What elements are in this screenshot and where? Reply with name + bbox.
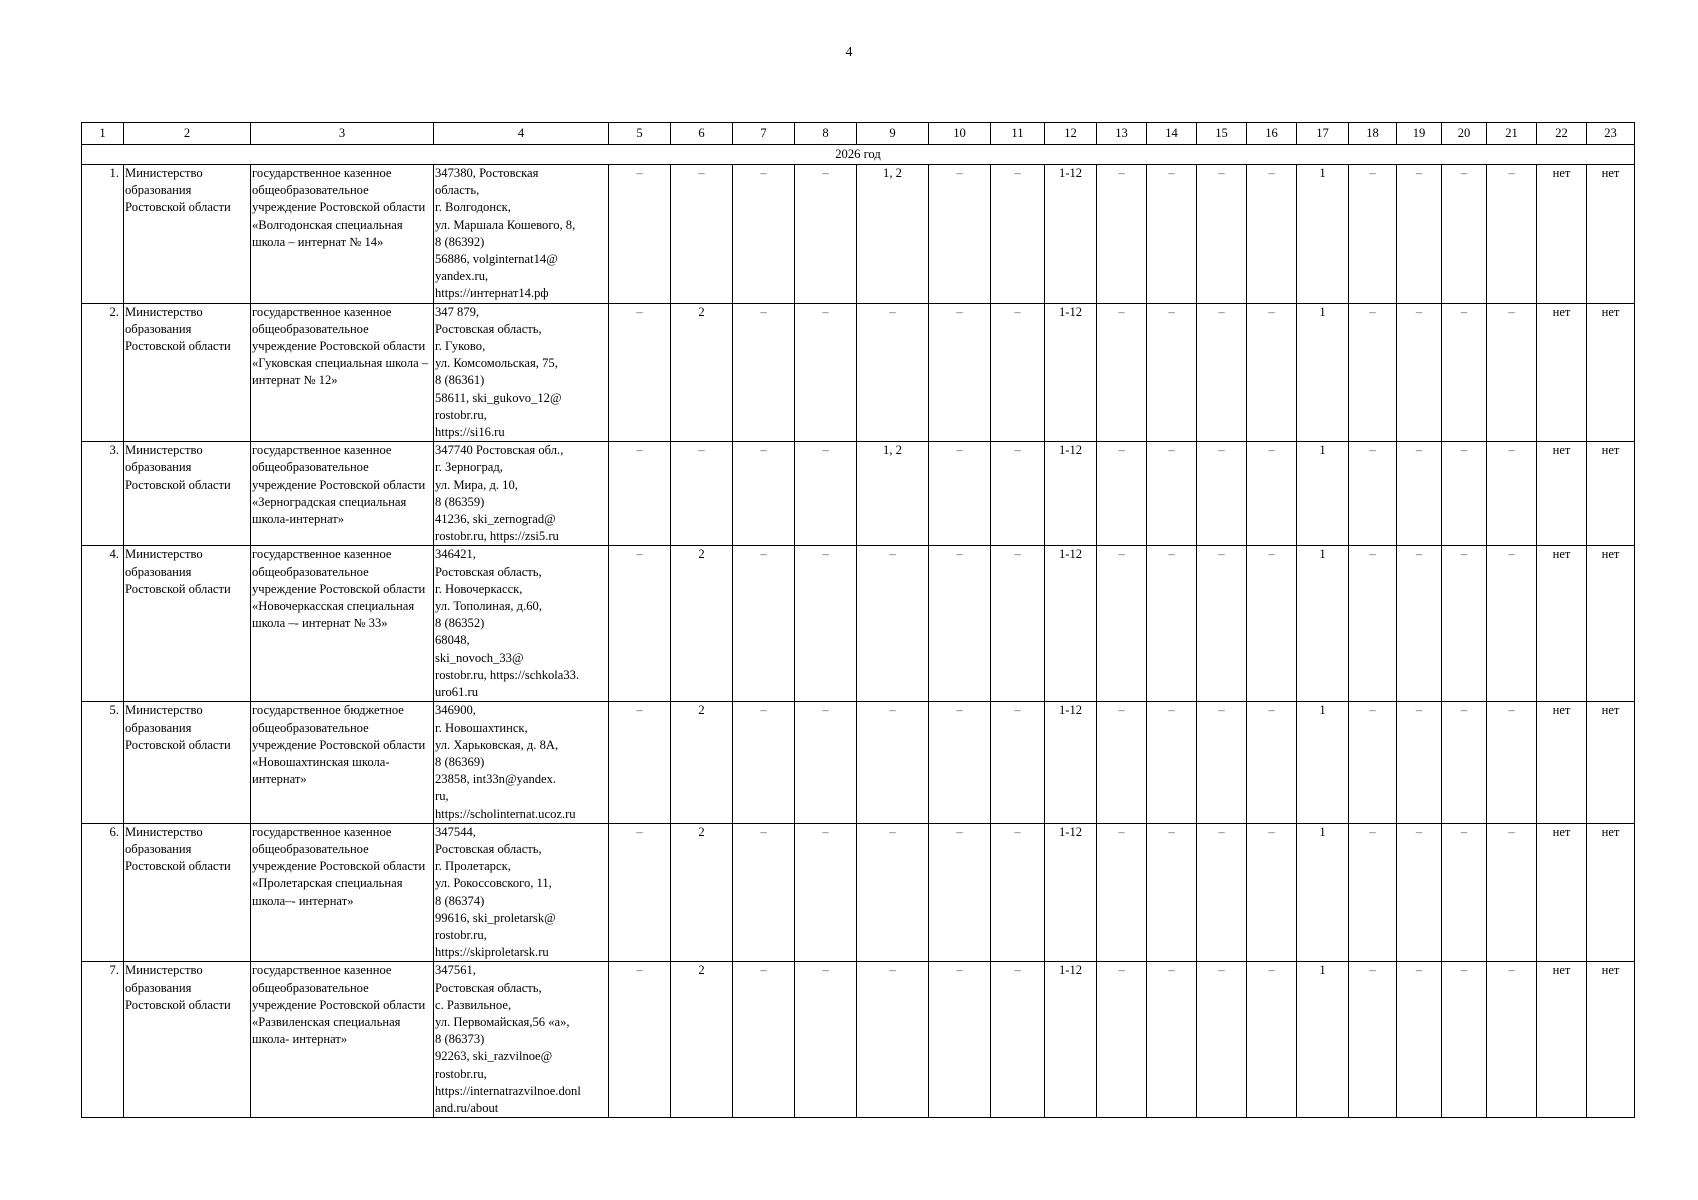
table-cell: –: [1197, 823, 1247, 962]
table-cell: –: [857, 962, 929, 1118]
table-cell: –: [609, 303, 671, 442]
table-cell: –: [1147, 823, 1197, 962]
table-cell: 1: [1297, 303, 1349, 442]
address-line: Ростовская область,: [435, 841, 542, 856]
address-line: uro61.ru: [435, 685, 479, 700]
table-cell: –: [1097, 303, 1147, 442]
table-cell: –: [1247, 702, 1297, 823]
table-cell: –: [1442, 962, 1487, 1118]
column-number-cell: 4: [434, 123, 609, 145]
address-line: ski_novoch_33@: [435, 650, 524, 665]
table-cell: –: [991, 165, 1045, 304]
table-cell: –: [1147, 702, 1197, 823]
address-line: ул. Рокоссовского, 11,: [435, 876, 552, 891]
table-cell: –: [609, 546, 671, 702]
column-number-cell: 1: [82, 123, 124, 145]
table-cell: –: [1097, 962, 1147, 1118]
table-cell: –: [733, 303, 795, 442]
table-cell: –: [671, 442, 733, 546]
institution-cell: государственное казенное общеобразовательное учреждение Ростовской области «Пролетарская специальная школа–- интернат»: [251, 823, 434, 962]
table-cell: –: [1442, 823, 1487, 962]
table-cell: –: [1349, 303, 1397, 442]
table-cell: –: [1147, 442, 1197, 546]
address-line: г. Новочеркасск,: [435, 581, 523, 596]
table-cell: –: [1247, 165, 1297, 304]
address-line: область,: [435, 183, 480, 198]
table-cell: –: [795, 303, 857, 442]
table-cell: 1: [1297, 962, 1349, 1118]
address-cell: [434, 303, 609, 442]
row-number-cell: 6.: [82, 823, 124, 962]
authority-cell: Министерство образования Ростовской области: [124, 962, 251, 1118]
table-cell: –: [1097, 702, 1147, 823]
column-number-cell: 9: [857, 123, 929, 145]
table-cell: –: [1197, 546, 1247, 702]
row-number-cell: 3.: [82, 442, 124, 546]
row-number-cell: 1.: [82, 165, 124, 304]
year-label: 2026 год: [82, 145, 1635, 165]
table-cell: –: [857, 823, 929, 962]
page-number: 4: [845, 45, 853, 60]
table-cell: 1-12: [1045, 165, 1097, 304]
table-cell: –: [733, 165, 795, 304]
table-cell: –: [1442, 702, 1487, 823]
authority-cell: Министерство образования Ростовской области: [124, 823, 251, 962]
institution-cell: государственное казенное общеобразовательное учреждение Ростовской области «Новочеркасская специальная школа –- интернат № 33»: [251, 546, 434, 702]
table-cell: –: [1487, 442, 1537, 546]
table-cell: –: [1197, 165, 1247, 304]
table-cell: –: [733, 962, 795, 1118]
column-number-cell: 22: [1537, 123, 1587, 145]
table-row: [82, 303, 1635, 442]
address-line: 346421,: [435, 547, 476, 562]
address-line: 347561,: [435, 963, 476, 978]
table-cell: –: [1349, 962, 1397, 1118]
table-cell: 1-12: [1045, 962, 1097, 1118]
address-line: 8 (86361): [435, 373, 485, 388]
table-cell: –: [795, 702, 857, 823]
table-cell: –: [1442, 546, 1487, 702]
table-cell: –: [733, 823, 795, 962]
institution-cell: государственное казенное общеобразовательное учреждение Ростовской области «Зерноградская специальная школа-интернат»: [251, 442, 434, 546]
table-cell: нет: [1587, 823, 1635, 962]
table-cell: нет: [1587, 303, 1635, 442]
column-number-cell: 6: [671, 123, 733, 145]
table-cell: нет: [1587, 165, 1635, 304]
address-line: ул. Комсомольская, 75,: [435, 356, 558, 371]
table-cell: –: [1197, 442, 1247, 546]
address-line: https://интернат14.рф: [435, 286, 549, 301]
table-cell: –: [857, 303, 929, 442]
table-cell: –: [1147, 303, 1197, 442]
table-cell: –: [1487, 702, 1537, 823]
table-cell: –: [1487, 165, 1537, 304]
authority-cell: Министерство образования Ростовской области: [124, 442, 251, 546]
table-cell: 1-12: [1045, 823, 1097, 962]
table-cell: –: [991, 702, 1045, 823]
authority-cell: Министерство образования Ростовской области: [124, 165, 251, 304]
address-line: 8 (86373): [435, 1032, 485, 1047]
table-cell: –: [671, 165, 733, 304]
table-cell: –: [1397, 823, 1442, 962]
table-cell: –: [795, 546, 857, 702]
table-cell: –: [991, 546, 1045, 702]
table-cell: –: [609, 962, 671, 1118]
institution-cell: государственное казенное общеобразовательное учреждение Ростовской области «Развиленская специальная школа- интернат»: [251, 962, 434, 1118]
address-cell: [434, 442, 609, 546]
column-number-cell: 15: [1197, 123, 1247, 145]
address-line: 41236, ski_zernograd@: [435, 512, 556, 527]
address-line: г. Волгодонск,: [435, 200, 511, 215]
address-line: 347 879,: [435, 304, 480, 319]
table-cell: 2: [671, 823, 733, 962]
table-cell: –: [795, 165, 857, 304]
table-cell: –: [1487, 962, 1537, 1118]
table-cell: –: [1397, 962, 1442, 1118]
table-cell: нет: [1537, 546, 1587, 702]
table-cell: –: [1147, 165, 1197, 304]
authority-cell: Министерство образования Ростовской области: [124, 546, 251, 702]
table-cell: –: [795, 442, 857, 546]
address-line: 99616, ski_proletarsk@: [435, 910, 556, 925]
table-cell: –: [1247, 962, 1297, 1118]
address-cell: [434, 165, 609, 304]
table-cell: –: [1349, 702, 1397, 823]
address-line: 68048,: [435, 633, 470, 648]
table-cell: –: [1397, 165, 1442, 304]
table-cell: –: [609, 165, 671, 304]
address-line: https://internatrazvilnoe.donl: [435, 1083, 581, 1098]
address-line: rostobr.ru,: [435, 1066, 487, 1081]
table-cell: –: [795, 962, 857, 1118]
address-line: rostobr.ru,: [435, 927, 487, 942]
table-cell: –: [857, 546, 929, 702]
table-cell: –: [1247, 442, 1297, 546]
table-cell: –: [733, 546, 795, 702]
address-line: 23858, int33n@yandex.: [435, 772, 557, 787]
address-line: 8 (86374): [435, 893, 485, 908]
table-cell: –: [733, 442, 795, 546]
address-line: с. Развильное,: [435, 997, 512, 1012]
column-number-cell: 23: [1587, 123, 1635, 145]
authority-cell: Министерство образования Ростовской области: [124, 303, 251, 442]
address-line: г. Зерноград,: [435, 460, 503, 475]
table-cell: нет: [1537, 962, 1587, 1118]
table-cell: 1-12: [1045, 546, 1097, 702]
table-cell: –: [991, 962, 1045, 1118]
address-line: https://scholinternat.ucoz.ru: [435, 806, 576, 821]
table-cell: 2: [671, 303, 733, 442]
table-cell: 1: [1297, 702, 1349, 823]
table-cell: –: [929, 165, 991, 304]
column-number-cell: 21: [1487, 123, 1537, 145]
column-number-cell: 19: [1397, 123, 1442, 145]
table-cell: –: [1097, 442, 1147, 546]
address-line: ул. Мира, д. 10,: [435, 477, 518, 492]
table-cell: 1: [1297, 546, 1349, 702]
table-cell: –: [1147, 962, 1197, 1118]
address-line: rostobr.ru, https://zsi5.ru: [435, 529, 559, 544]
table-cell: –: [929, 546, 991, 702]
table-cell: 2: [671, 546, 733, 702]
table-cell: –: [1147, 546, 1197, 702]
table-cell: –: [1247, 546, 1297, 702]
table-cell: –: [929, 962, 991, 1118]
table-cell: нет: [1587, 442, 1635, 546]
table-cell: –: [609, 823, 671, 962]
institution-cell: государственное казенное общеобразовательное учреждение Ростовской области «Гуковская специальная школа – интернат № 12»: [251, 303, 434, 442]
address-line: 58611, ski_gukovo_12@: [435, 390, 562, 405]
table-cell: 1-12: [1045, 442, 1097, 546]
table-cell: –: [1247, 823, 1297, 962]
table-cell: –: [991, 303, 1045, 442]
address-line: and.ru/about: [435, 1100, 499, 1115]
row-number-cell: 2.: [82, 303, 124, 442]
table-cell: 1, 2: [857, 442, 929, 546]
row-number-cell: 7.: [82, 962, 124, 1118]
table-cell: нет: [1587, 546, 1635, 702]
institution-cell: государственное бюджетное общеобразовательное учреждение Ростовской области «Новошахтинская школа-интернат»: [251, 702, 434, 823]
table-cell: –: [1397, 303, 1442, 442]
address-line: 8 (86359): [435, 494, 485, 509]
table-cell: –: [1442, 442, 1487, 546]
address-line: Ростовская область,: [435, 321, 542, 336]
column-number-cell: 18: [1349, 123, 1397, 145]
table-cell: нет: [1537, 303, 1587, 442]
table-cell: 1: [1297, 165, 1349, 304]
address-line: 8 (86392): [435, 234, 485, 249]
column-number-cell: 8: [795, 123, 857, 145]
table-cell: –: [929, 303, 991, 442]
table-cell: 1-12: [1045, 702, 1097, 823]
address-line: 347740 Ростовская обл.,: [435, 443, 564, 458]
table-row: [82, 962, 1635, 1118]
table-row: [82, 823, 1635, 962]
year-row: [82, 145, 1635, 165]
table-cell: 1, 2: [857, 165, 929, 304]
address-line: 347380, Ростовская: [435, 166, 539, 180]
table-cell: –: [795, 823, 857, 962]
column-number-cell: 14: [1147, 123, 1197, 145]
table-cell: –: [857, 702, 929, 823]
registry-table: [81, 122, 1635, 1118]
address-line: Ростовская область,: [435, 564, 542, 579]
table-cell: –: [929, 442, 991, 546]
table-cell: –: [1442, 303, 1487, 442]
address-line: ru,: [435, 789, 449, 804]
address-line: г. Пролетарск,: [435, 859, 511, 874]
address-line: ул. Маршала Кошевого, 8,: [435, 217, 576, 232]
table-cell: –: [929, 823, 991, 962]
column-number-cell: 17: [1297, 123, 1349, 145]
table-cell: –: [1097, 165, 1147, 304]
address-line: г. Гуково,: [435, 339, 486, 354]
address-line: 8 (86352): [435, 616, 485, 631]
table-cell: –: [1397, 702, 1442, 823]
table-cell: –: [1349, 165, 1397, 304]
table-cell: 1: [1297, 823, 1349, 962]
table-cell: –: [609, 442, 671, 546]
address-line: ул. Первомайская,56 «а»,: [435, 1014, 570, 1029]
table-cell: нет: [1537, 823, 1587, 962]
table-cell: 2: [671, 962, 733, 1118]
table-cell: нет: [1537, 165, 1587, 304]
table-cell: –: [609, 702, 671, 823]
column-number-cell: 7: [733, 123, 795, 145]
table-cell: –: [929, 702, 991, 823]
address-line: 8 (86369): [435, 754, 485, 769]
table-cell: –: [1349, 442, 1397, 546]
table-cell: –: [1487, 546, 1537, 702]
column-number-cell: 12: [1045, 123, 1097, 145]
column-number-cell: 10: [929, 123, 991, 145]
address-line: 347544,: [435, 824, 476, 839]
address-line: г. Новошахтинск,: [435, 720, 528, 735]
address-cell: [434, 962, 609, 1118]
table-cell: –: [1097, 546, 1147, 702]
table-cell: –: [1397, 442, 1442, 546]
table-cell: –: [1247, 303, 1297, 442]
table-cell: 2: [671, 702, 733, 823]
table-cell: –: [991, 442, 1045, 546]
row-number-cell: 5.: [82, 702, 124, 823]
table-cell: 1-12: [1045, 303, 1097, 442]
address-line: https://si16.ru: [435, 425, 505, 440]
table-cell: –: [1397, 546, 1442, 702]
table-cell: –: [1442, 165, 1487, 304]
authority-cell: Министерство образования Ростовской области: [124, 702, 251, 823]
address-line: 56886, volginternat14@: [435, 252, 558, 267]
table-cell: нет: [1537, 442, 1587, 546]
table-row: [82, 165, 1635, 304]
table-cell: –: [1197, 303, 1247, 442]
address-line: ул. Харьковская, д. 8А,: [435, 737, 559, 752]
row-number-cell: 4.: [82, 546, 124, 702]
table-cell: –: [1487, 303, 1537, 442]
table-cell: нет: [1587, 962, 1635, 1118]
column-number-cell: 13: [1097, 123, 1147, 145]
table-cell: нет: [1587, 702, 1635, 823]
table-row: [82, 546, 1635, 702]
table-row: [82, 442, 1635, 546]
column-number-row: [82, 123, 1635, 145]
address-cell: [434, 823, 609, 962]
address-line: rostobr.ru,: [435, 407, 487, 422]
column-number-cell: 3: [251, 123, 434, 145]
column-number-cell: 16: [1247, 123, 1297, 145]
table-cell: –: [1097, 823, 1147, 962]
column-number-cell: 5: [609, 123, 671, 145]
table-cell: –: [1197, 962, 1247, 1118]
address-line: rostobr.ru, https://schkola33.: [435, 667, 580, 682]
column-number-cell: 11: [991, 123, 1045, 145]
table-row: [82, 702, 1635, 823]
address-line: 346900,: [435, 703, 476, 718]
address-line: Ростовская область,: [435, 980, 542, 995]
table-cell: –: [1197, 702, 1247, 823]
table-cell: –: [733, 702, 795, 823]
table-cell: –: [991, 823, 1045, 962]
address-line: yandex.ru,: [435, 269, 489, 284]
address-line: 92263, ski_razvilnoe@: [435, 1049, 553, 1064]
column-number-cell: 20: [1442, 123, 1487, 145]
address-line: ул. Тополиная, д.60,: [435, 599, 542, 614]
address-cell: [434, 546, 609, 702]
table-cell: –: [1349, 546, 1397, 702]
institution-cell: государственное казенное общеобразовательное учреждение Ростовской области «Волгодонская специальная школа – интернат № 14»: [251, 165, 434, 304]
table-cell: нет: [1537, 702, 1587, 823]
address-cell: [434, 702, 609, 823]
table-cell: 1: [1297, 442, 1349, 546]
column-number-cell: 2: [124, 123, 251, 145]
table-cell: –: [1349, 823, 1397, 962]
address-line: https://skiproletarsk.ru: [435, 945, 549, 960]
table-cell: –: [1487, 823, 1537, 962]
